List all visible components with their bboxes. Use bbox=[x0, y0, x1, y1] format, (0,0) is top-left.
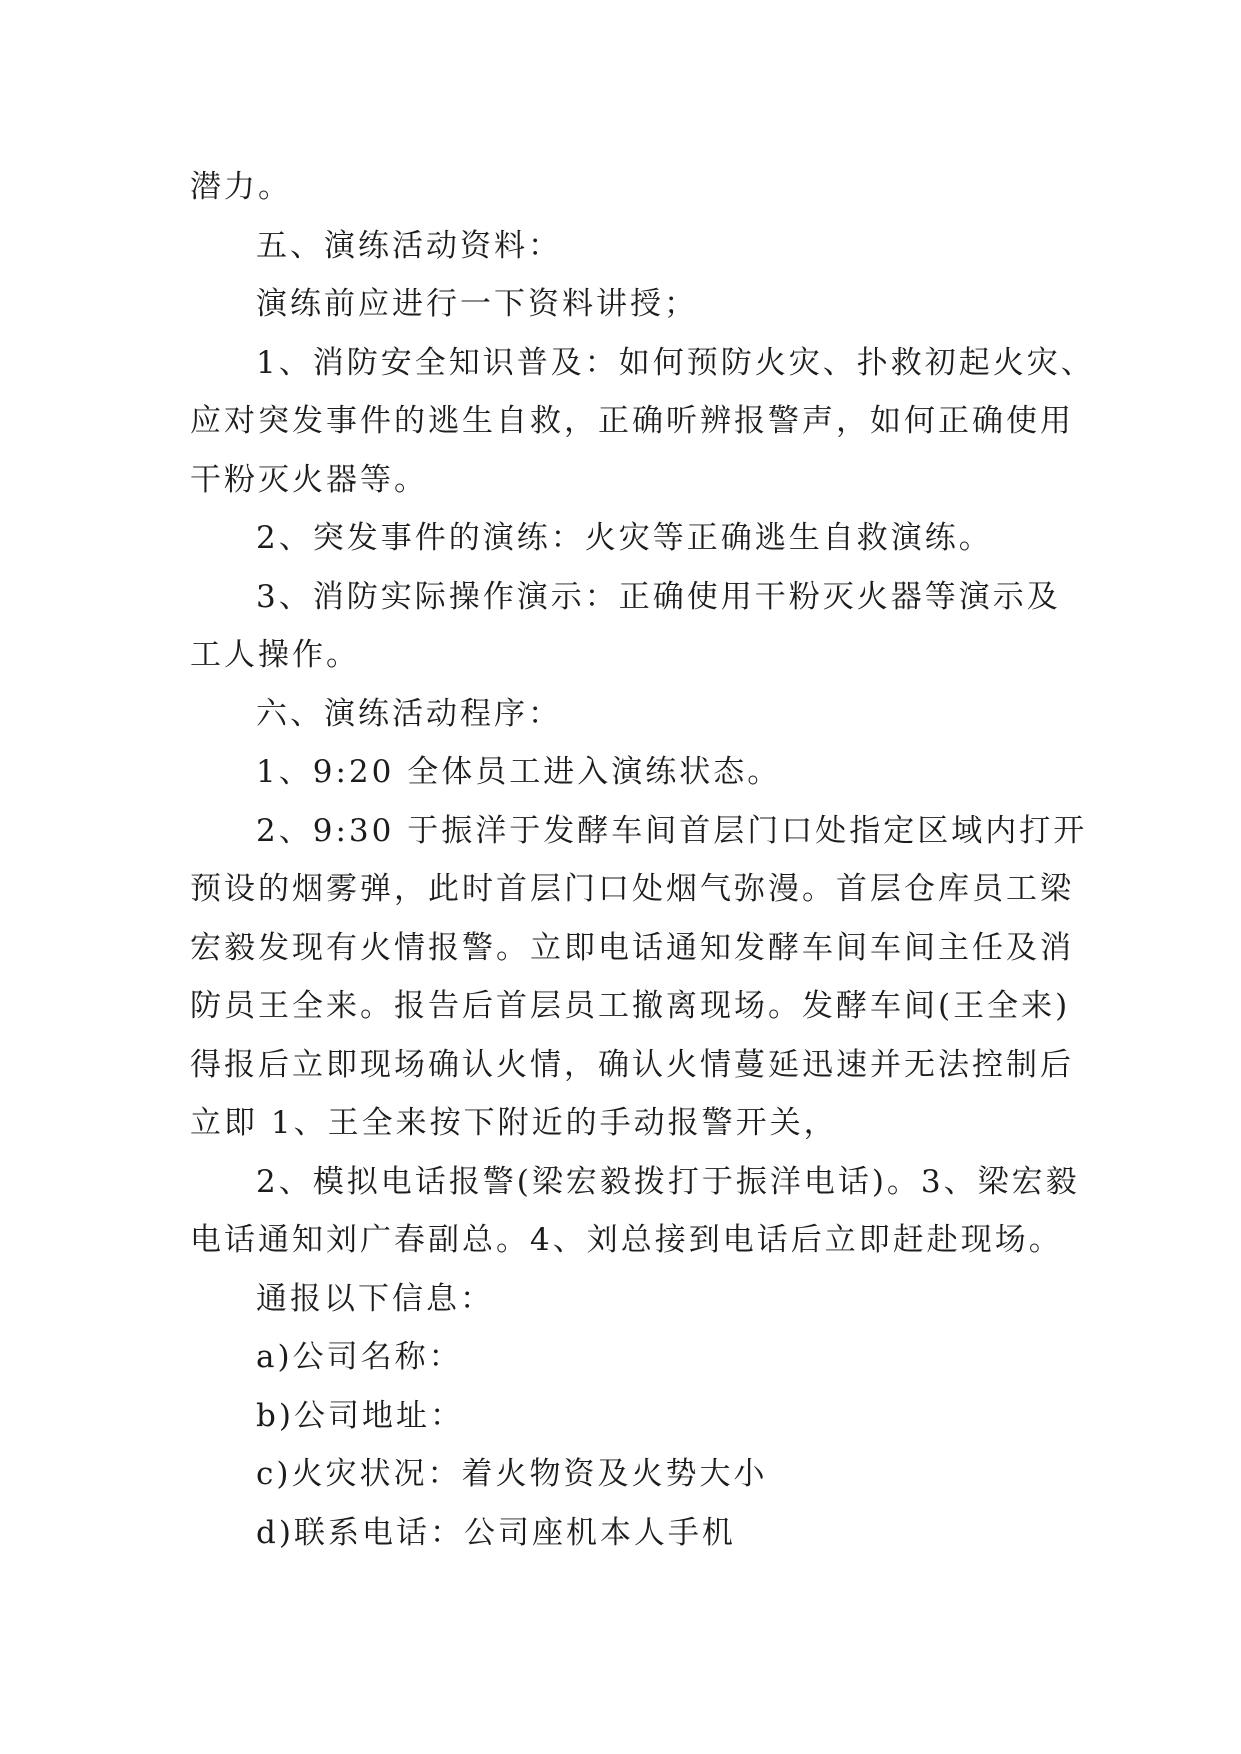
text-line: 1、9:20 全体员工进入演练状态。 bbox=[256, 754, 782, 790]
text-line: 2、9:30 于振洋于发酵车间首层门口处指定区域内打开 bbox=[256, 812, 1088, 849]
text-line: 2、突发事件的演练：火灾等正确逃生自救演练。 bbox=[256, 520, 993, 556]
text-line: 1、消防安全知识普及：如何预防火灾、扑救初起火灾、 bbox=[256, 344, 1095, 381]
text-line: 2、模拟电话报警(梁宏毅拨打于振洋电话)。3、梁宏毅 bbox=[256, 1163, 1080, 1200]
text-line: 五、演练活动资料： bbox=[256, 227, 562, 264]
text-line: 防员王全来。报告后首层员工撤离现场。发酵车间(王全来) bbox=[190, 988, 1071, 1024]
text-line: 干粉灭火器等。 bbox=[190, 461, 428, 498]
text-line: 3、消防实际操作演示：正确使用干粉灭火器等演示及 bbox=[256, 578, 1061, 615]
text-line: 演练前应进行一下资料讲授； bbox=[256, 286, 698, 322]
text-line: 工人操作。 bbox=[190, 637, 360, 673]
document-body bbox=[190, 158, 1095, 1562]
text-line: 预设的烟雾弹，此时首层门口处烟气弥漫。首层仓库员工梁 bbox=[190, 871, 1074, 907]
text-line: c)火灾状况：着火物资及火势大小 bbox=[256, 1456, 768, 1492]
text-line: a)公司名称： bbox=[256, 1339, 463, 1375]
text-line: 宏毅发现有火情报警。立即电话通知发酵车间车间主任及消 bbox=[190, 929, 1074, 966]
text-line: d)联系电话：公司座机本人手机 bbox=[256, 1514, 736, 1551]
text-line: 潜力。 bbox=[190, 169, 292, 205]
text-line: 应对突发事件的逃生自救，正确听辨报警声，如何正确使用 bbox=[190, 403, 1074, 439]
text-line: 得报后立即现场确认火情，确认火情蔓延迅速并无法控制后 bbox=[190, 1046, 1074, 1083]
text-line: 立即 1、王全来按下附近的手动报警开关， bbox=[190, 1105, 838, 1141]
text-line: b)公司地址： bbox=[256, 1397, 464, 1434]
text-line: 六、演练活动程序： bbox=[256, 695, 562, 732]
text-line: 电话通知刘广春副总。4、刘总接到电话后立即赶赴现场。 bbox=[190, 1222, 1063, 1258]
text-line: 通报以下信息： bbox=[256, 1280, 494, 1317]
